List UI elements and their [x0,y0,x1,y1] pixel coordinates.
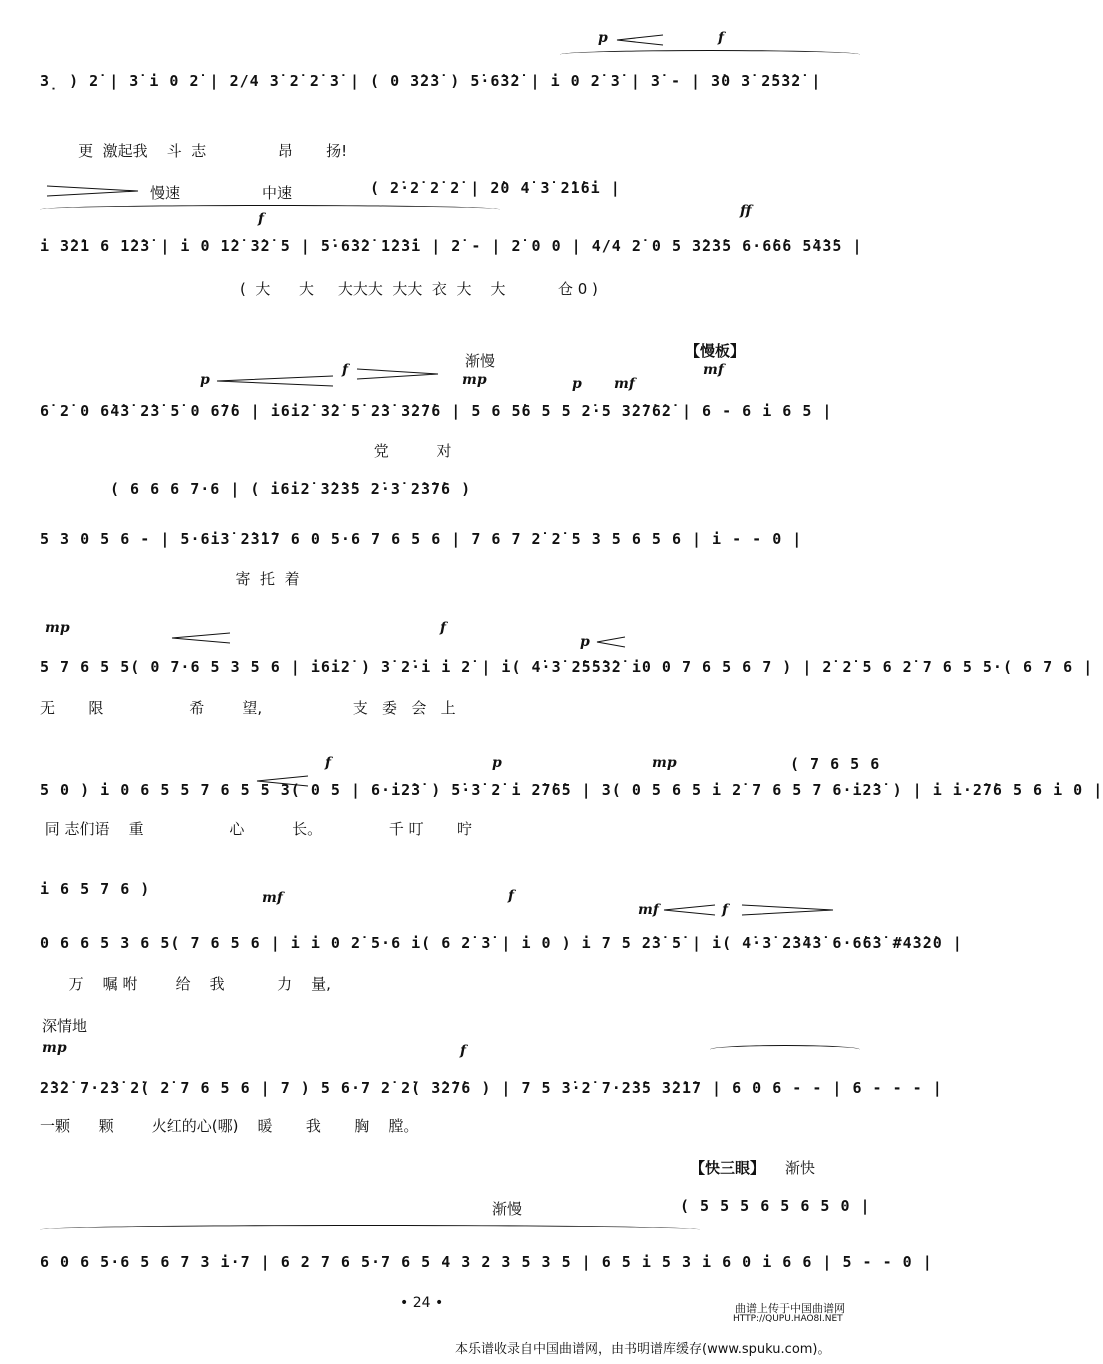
tempo-marking: 渐快 [785,1159,816,1177]
dynamic-mark: f [325,755,332,771]
notation-line: 6̇ 2̇ 0 6̇4̇3̇ 2̇3̇ 5̇ 0 6̇7̇6 | i6i2̇ 3̇2̇ 5̇ 2̇3̇ 3̇2̇7̇6 | 5 6 5̇6 5 5 2̇·5 3̇2̇7̇6̇2̇ | 6 - 6 i 6 5 | [40,402,833,420]
upper-notation-line: ( 2̇·2̇ 2̇ 2̇ | 2̇0 4̇ 3̇ 2̇1̇6i | [370,179,621,197]
lyric-line: 万 嘱 咐 给 我 力 量, [40,975,331,993]
dynamic-mark: f [258,211,265,227]
crescendo-hairpin [615,34,665,46]
notation-line: 5 0 ) i 0 6 5 5 7 6 5 5 3( 0 5 | 6·i2̇3̇ ) 5̇·3̇ 2̇ i 2̇7̇6̇5 | 3( 0 5 6 5 i 2̇ 7 6 5 7 6·i2̇3̇ ) | i i·2̇7̇6 5 6 i 0 | [40,781,1103,799]
notation-line: 3̣ ) 2̇ | 3̇ i 0 2̇ | 2/4 3̇ 2̇ 2̇ 3̇ | ( 0 3̇2̇3̇ ) 5̇·6̇3̇2̇ | i 0 2̇ 3̇ | 3̇ - | 3̇0 3̇ 2̇5̇3̇2̇ | [40,72,822,90]
dynamic-mark: mf [703,362,724,378]
score-system-5 [0,620,1094,740]
dynamic-mark: mp [652,755,677,771]
lyric-line: 无 限 希 望, 支 委 会 上 [40,699,456,717]
section-heading: 【慢板】 [685,342,746,360]
upload-note: 曲谱上传于中国曲谱网 [735,1302,845,1315]
tempo-marking: 渐慢 [465,352,496,370]
score-system-1 [0,30,883,160]
score-system-7 [0,880,963,1000]
lyric-line: 寄 托 着 [40,570,300,588]
score-system-9 [0,1155,933,1295]
page-number: • 24 • [400,1295,444,1311]
notation-line: 2̇3̇2̇ 7·2̇3̇ 2̇( 2̇ 7 6 5 6 | 7 ) 5 6·7 2̇ 2̇( 3̇2̇7̇6 ) | 7 5 3̇·2̇ 7·2̇3̇5 3̇2̇1̇7 | 6 0 6 - - | 6 - - - | [40,1079,943,1097]
upper-notation-line: i 6 5 7 6 ) [40,880,151,898]
upper-notation-line: ( 6 6 6 7·6 | ( i6i2̇ 3̇2̇3̇5 2̇·3̇ 2̇3̇7̇6 ) [110,480,472,498]
tempo-marking: 渐慢 [492,1200,523,1218]
dynamic-mark: f [460,1043,467,1059]
score-system-8 [0,1015,943,1140]
notation-line: 0 6 6 5 3 6 5( 7 6 5 6 | i i 0 2̇ 5·6 i( 6 2̇ 3̇ | i 0 ) i 7 5 2̇3̇ 5̇ | i( 4̇·3̇ 2̇3̇4̇3̇ 6·6̇6̇3̇ #4̇3̇2̇0 | [40,934,963,952]
dynamic-mark: mf [638,902,659,918]
score-system-6 [0,755,1103,865]
notation-line: 6 0 6 5·6 5 6 7 3 i·7 | 6 2 7 6 5·7 6 5 4 3 2 3 5 3 5 | 6 5 i 5 3 i 6 0 i 6 6 | 5 - - 0 | [40,1253,933,1271]
dynamic-mark: f [718,30,725,46]
dynamic-mark: p [200,372,210,388]
expression-marking: 深情地 [42,1017,88,1035]
source-note: 本乐谱收录自中国曲谱网，由书明谱库缓存(www.spuku.com)。 [455,1342,831,1357]
dynamic-mark: f [508,888,515,904]
score-system-3 [0,340,883,470]
crescendo-hairpin [595,636,627,648]
score-system-2 [0,175,883,315]
section-heading: 【快三眼】 [690,1159,766,1177]
dynamic-mark: f [342,362,349,378]
decrescendo-hairpin [740,904,835,916]
lyric-line: 同 志们语 重 心 长。 千 叮 咛 [40,820,473,838]
phrase-slur [710,1045,860,1054]
lyric-line: ( 大 大 大大大 大大 衣 大 大 仓 0 ) [240,280,598,298]
notation-line: 5 3 0 5 6 - | 5·6i3̇ 2̇3̇1̇7 6 0 5·6 7 6 5 6 | 7 6 7 2̇ 2̇ 5 3 5 6 5 6 | i - - 0 | [40,530,803,548]
dynamic-mark: mf [614,376,635,392]
lyric-line: 更 激起我 斗 志 昂 扬! [40,142,348,160]
phrase-slur [40,205,500,214]
dynamic-mark: mp [42,1040,67,1056]
decrescendo-hairpin [355,368,440,380]
score-system-4 [0,480,883,600]
lyric-line: 一颗 颗 火红的心(哪) 暖 我 胸 膛。 [40,1117,419,1135]
dynamic-mark: f [440,620,447,636]
notation-line: i 3̇2̇1 6 1̇2̇3̇ | i 0 1̇2̇ 3̇2̇ 5 | 5̇·6̇3̇2̇ 1̇2̇3̇i | 2̇ - | 2̇ 0 0 | 4/4 2̇ 0 5 3̇2̇3̇5 6·6̇6̇6 5̇4̇3̇5 | [40,237,863,255]
dynamic-mark: f [722,902,729,918]
lyric-line: 党 对 [40,442,452,460]
crescendo-hairpin [170,632,232,644]
notation-line: 5 7 6 5 5( 0 7·6 5 3 5 6 | i6i2̇ ) 3̇ 2̇·i i 2̇ | i( 4̇·3̇ 2̇5̇5̇3̇2̇ i0 0 7 6 5 6 7 ) | 2̇ 2̇ 5 6 2̇ 7 6 5 5·( 6 7 6 | [40,658,1094,676]
decrescendo-hairpin [45,185,140,197]
dynamic-mark: mf [262,890,283,906]
phrase-slur [40,1225,700,1234]
dynamic-mark: mp [462,372,487,388]
crescendo-hairpin [662,904,717,916]
phrase-slur [560,50,860,59]
dynamic-mark: p [492,755,502,771]
upload-url: HTTP://QUPU.HAO8I.NET [733,1314,843,1324]
dynamic-mark: p [598,30,608,46]
upper-notation-line: ( 5 5 5 6 5 6 5 0 | [680,1197,871,1215]
dynamic-mark: p [580,634,590,650]
dynamic-mark: p [572,376,582,392]
upper-notation-line: ( 7 6 5 6 [790,755,881,773]
dynamic-mark: mp [45,620,70,636]
tempo-marking: 慢速 [150,184,181,202]
dynamic-mark: ff [740,203,752,219]
crescendo-hairpin [215,375,335,387]
tempo-marking: 中速 [262,184,293,202]
